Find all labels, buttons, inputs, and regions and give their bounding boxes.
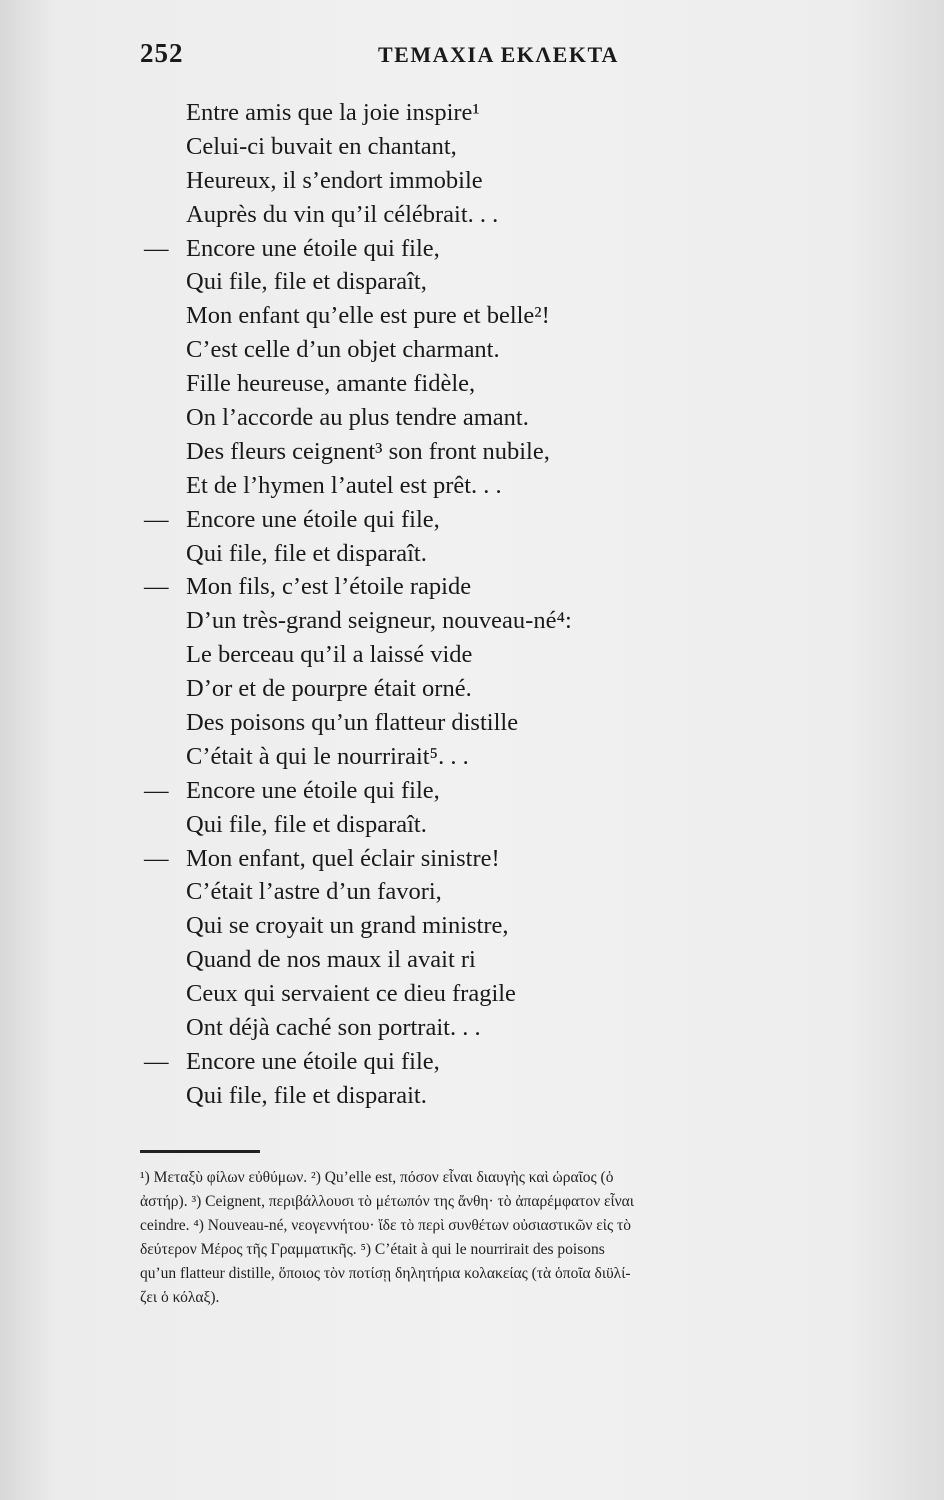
- verse-dash: —: [144, 1047, 169, 1075]
- verse-text: Qui file, file et disparaît.: [186, 539, 427, 567]
- verse-text: Fille heureuse, amante fidèle,: [186, 370, 476, 398]
- footnote-line: ceindre. ⁴) Nouveau-né, νεογεννήτου· ἴδε τὸ περὶ συνθέτων οὐσιαστικῶν εἰς τὸ: [140, 1217, 631, 1234]
- verse-text: Mon fils, c’est l’étoile rapide: [186, 573, 472, 601]
- verse-line: [140, 265, 800, 299]
- verse-line: [140, 96, 800, 130]
- verse-text: Le berceau qu’il a laissé vide: [186, 641, 473, 669]
- verse-text: Celui-ci buvait en chantant,: [186, 132, 457, 160]
- verse-text: On l’accorde au plus tendre amant.: [186, 404, 529, 432]
- verse-text: Qui file, file et disparaît.: [186, 810, 427, 838]
- verse-text: Encore une étoile qui file,: [186, 776, 440, 804]
- verse-line: [140, 604, 800, 638]
- verse-dash: —: [144, 234, 169, 262]
- footnote-line: qu’un flatteur distille, ὅποιος τὸν ποτίσῃ δηλητήρια κολακείας (τὰ ὁποῖα διϋλί-: [140, 1265, 631, 1282]
- verse-line: [140, 164, 800, 198]
- verse-line: [140, 774, 800, 808]
- verse-line: [140, 672, 800, 706]
- verse-line: [140, 875, 800, 909]
- running-head: ΤΕΜΑΧΙΑ ΕΚΛΕΚΤΑ: [378, 42, 619, 67]
- footnote-separator: [140, 1150, 260, 1153]
- verse-text: Et de l’hymen l’autel est prêt. . .: [186, 471, 502, 499]
- verse-text: Des fleurs ceignent³ son front nubile,: [186, 437, 550, 465]
- verse-text: Des poisons qu’un flatteur distille: [186, 709, 519, 737]
- verse-line: [140, 333, 800, 367]
- verse-line: [140, 977, 800, 1011]
- verse-dash: —: [144, 573, 169, 601]
- verse-dash: —: [144, 844, 169, 872]
- verse-line: [140, 638, 800, 672]
- verse-line: [140, 570, 800, 604]
- verse-line: [140, 1011, 800, 1045]
- verse-line: [140, 299, 800, 333]
- verse-dash: —: [144, 505, 169, 533]
- verse-text: C’était à qui le nourrirait⁵. . .: [186, 742, 469, 770]
- verse-line: [140, 842, 800, 876]
- footnote-line: ζει ὁ κόλαξ).: [140, 1289, 220, 1306]
- verse-text: Qui file, file et disparait.: [186, 1081, 427, 1109]
- verse-line: [140, 401, 800, 435]
- verse-text: Ont déjà caché son portrait. . .: [186, 1014, 481, 1042]
- verse-text: Quand de nos maux il avait ri: [186, 946, 476, 974]
- poem-body: [140, 96, 800, 1113]
- verse-text: Heureux, il s’endort immobile: [186, 166, 483, 194]
- page-header: [140, 38, 824, 78]
- verse-line: [140, 130, 800, 164]
- verse-text: D’un très-grand seigneur, nouveau-né⁴:: [186, 607, 572, 635]
- verse-line: [140, 537, 800, 571]
- verse-text: Encore une étoile qui file,: [186, 1047, 440, 1075]
- verse-line: [140, 943, 800, 977]
- verse-text: Entre amis que la joie inspire¹: [186, 99, 480, 126]
- verse-text: Mon enfant, quel éclair sinistre!: [186, 844, 500, 872]
- page-number: 252: [140, 38, 184, 68]
- verse-line: [140, 367, 800, 401]
- footnote-line: ἀστήρ). ³) Ceignent, περιβάλλουσι τὸ μέτωπόν της ἄνθη· τὸ ἀπαρέμφατον εἶναι: [140, 1193, 634, 1210]
- verse-line: [140, 1045, 800, 1079]
- verse-line: [140, 909, 800, 943]
- verse-dash: —: [144, 776, 169, 804]
- verse-text: C’est celle d’un objet charmant.: [186, 336, 500, 364]
- verse-line: [140, 232, 800, 266]
- footnote-line: ¹) Μεταξὺ φίλων εὐθύμων. ²) Qu’elle est, πόσον εἶναι διαυγὴς καὶ ὡραῖος (ὁ: [140, 1169, 614, 1186]
- verse-text: Encore une étoile qui file,: [186, 505, 440, 533]
- verse-line: [140, 435, 800, 469]
- verse-line: [140, 706, 800, 740]
- verse-line: [140, 740, 800, 774]
- footnote-line: δεύτερον Μέρος τῆς Γραμματικῆς. ⁵) C’était à qui le nourrirait des poisons: [140, 1241, 605, 1258]
- verse-text: D’or et de pourpre était orné.: [186, 675, 472, 703]
- verse-text: Mon enfant qu’elle est pure et belle²!: [186, 302, 550, 330]
- verse-text: Qui se croyait un grand ministre,: [186, 912, 509, 940]
- footnotes: [140, 1166, 780, 1310]
- verse-line: [140, 469, 800, 503]
- verse-text: Ceux qui servaient ce dieu fragile: [186, 980, 516, 1008]
- verse-line: [140, 808, 800, 842]
- verse-line: [140, 1079, 800, 1113]
- verse-line: [140, 198, 800, 232]
- verse-text: Auprès du vin qu’il célébrait. . .: [186, 200, 499, 228]
- verse-text: C’était l’astre d’un favori,: [186, 878, 442, 906]
- verse-text: Qui file, file et disparaît,: [186, 268, 427, 296]
- verse-text: Encore une étoile qui file,: [186, 234, 440, 262]
- verse-line: [140, 503, 800, 537]
